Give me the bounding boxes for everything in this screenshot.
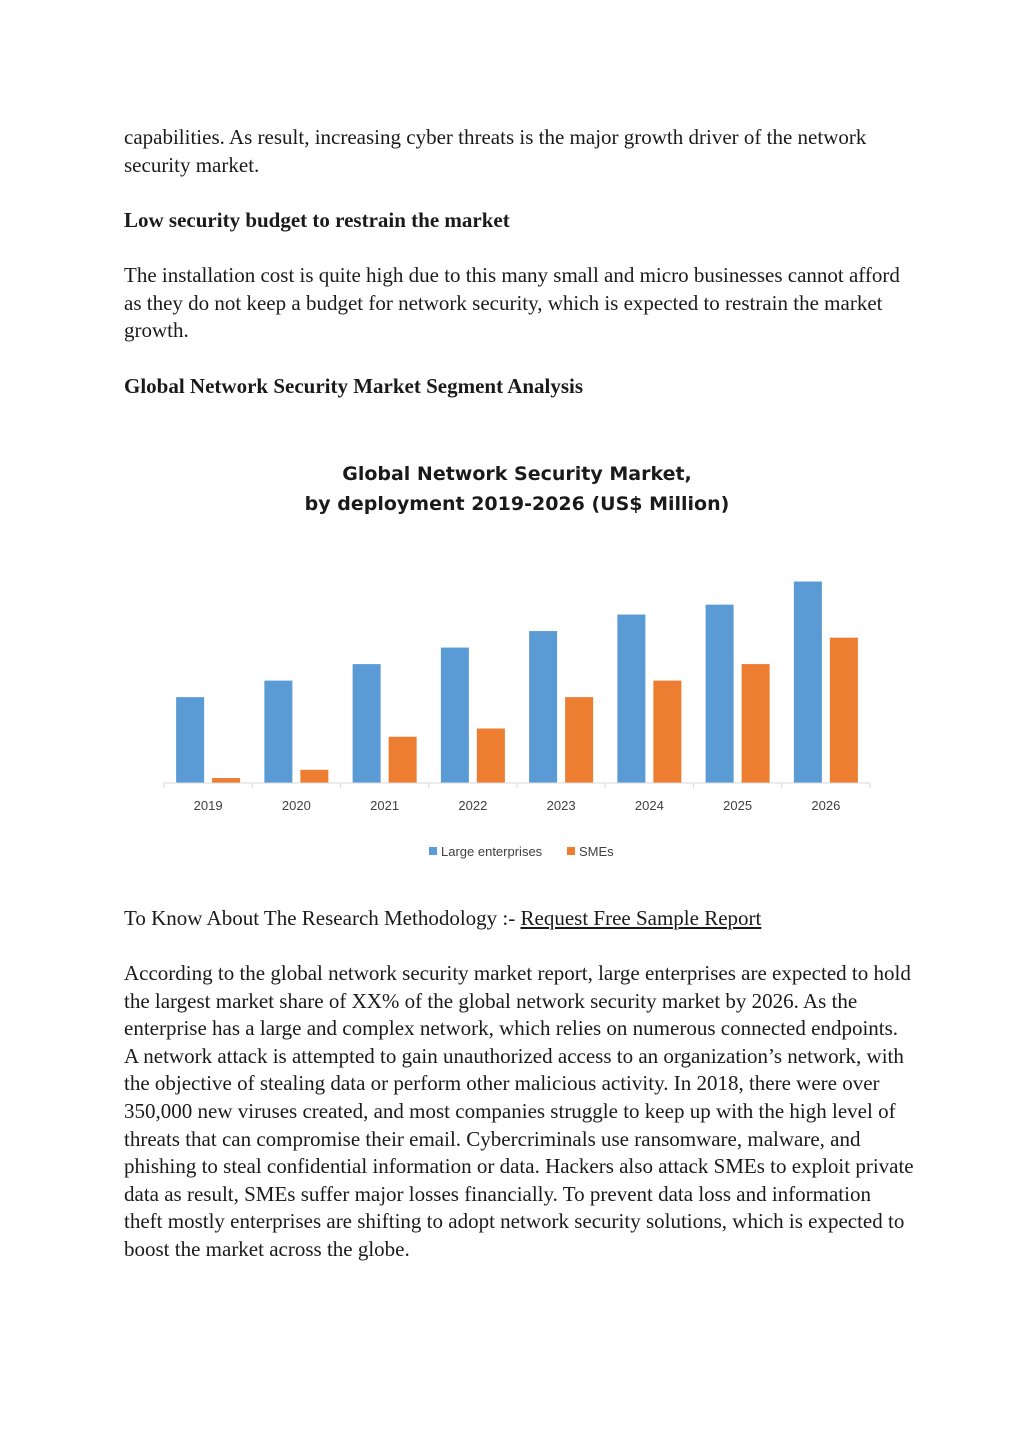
bar-smes-2021	[389, 737, 417, 783]
legend-label-large-enterprises: Large enterprises	[441, 844, 543, 859]
bar-large-enterprises-2022	[441, 648, 469, 783]
bar-smes-2024	[653, 681, 681, 783]
chart-legend	[429, 844, 614, 859]
bar-large-enterprises-2021	[353, 664, 381, 783]
bar-large-enterprises-2023	[529, 631, 557, 783]
bar-smes-2026	[830, 638, 858, 783]
restraint-paragraph: The installation cost is quite high due to this many small and micro businesses cannot afford as they do not keep a budget for network security, which is expected to restrain the market growth.	[124, 263, 900, 343]
bar-large-enterprises-2019	[176, 697, 204, 783]
analysis-paragraph: According to the global network security market report, large enterprises are expected to hold the largest market share of XX% of the global network security market by 2026. As the enterprise has a large and complex network, which relies on numerous connected endpoints. A network attack is attempted to gain unauthorized access to an organization’s network, with the objective of stealing data or perform other malicious activity. In 2018, there were over 350,000 new viruses created, and most companies struggle to keep up with the high level of threats that can compromise their email. Cybercriminals use ransomware, malware, and phishing to steal confidential information or data. Hackers also attack SMEs to exploit private data as result, SMEs suffer major losses financially. To prevent data loss and information theft mostly enterprises are shifting to adopt network security solutions, which is expected to boost the market across the globe.	[124, 961, 914, 1261]
deployment-bar-chart	[150, 450, 890, 870]
x-tick-2021: 2021	[370, 798, 400, 813]
legend-swatch-smes	[567, 847, 575, 855]
bar-smes-2020	[300, 770, 328, 783]
bar-large-enterprises-2024	[617, 615, 645, 783]
x-tick-2019: 2019	[193, 798, 223, 813]
x-axis-ticks	[164, 783, 870, 813]
bar-smes-2019	[212, 778, 240, 783]
methodology-prefix: To Know About The Research Methodology :-	[124, 906, 521, 930]
bar-large-enterprises-2020	[264, 681, 292, 783]
bar-large-enterprises-2026	[794, 582, 822, 783]
bar-large-enterprises-2025	[706, 605, 734, 783]
x-tick-2020: 2020	[281, 798, 311, 813]
x-tick-2022: 2022	[458, 798, 488, 813]
bar-smes-2023	[565, 697, 593, 783]
methodology-line	[124, 905, 914, 933]
restraint-heading: Low security budget to restrain the market	[124, 208, 510, 232]
chart-title-line-2: by deployment 2019-2026 (US$ Million)	[304, 493, 730, 515]
bar-smes-2022	[477, 729, 505, 784]
x-tick-2026: 2026	[811, 798, 841, 813]
request-sample-report-link[interactable]: Request Free Sample Report	[520, 906, 762, 930]
legend-label-smes: SMEs	[579, 844, 614, 859]
segment-heading: Global Network Security Market Segment Analysis	[124, 374, 584, 398]
x-tick-2025: 2025	[723, 798, 753, 813]
x-tick-2023: 2023	[546, 798, 576, 813]
bar-smes-2025	[742, 664, 770, 783]
intro-paragraph: capabilities. As result, increasing cyber threats is the major growth driver of the network security market.	[124, 125, 867, 177]
chart-title-line-1: Global Network Security Market,	[342, 463, 692, 485]
x-tick-2024: 2024	[634, 798, 664, 813]
legend-swatch-large-enterprises	[429, 847, 437, 855]
chart-svg	[150, 450, 890, 870]
chart-bars	[176, 582, 858, 783]
